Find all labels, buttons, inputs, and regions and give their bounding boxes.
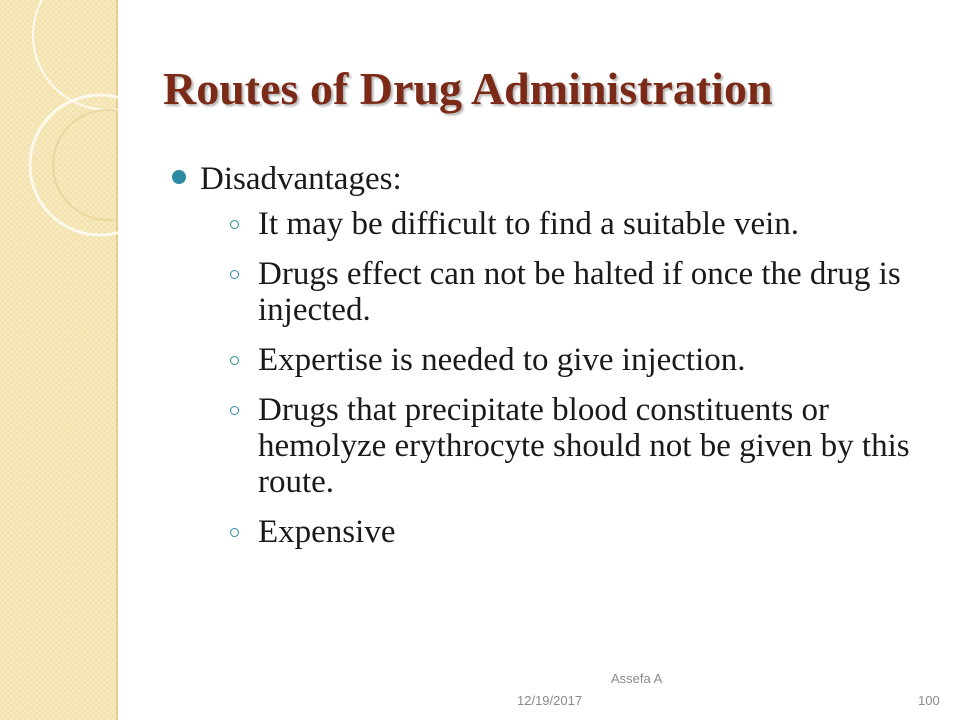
footer-page-number: 100 (918, 693, 940, 708)
bullet-dot-icon (172, 170, 186, 184)
ring-bullet-icon (230, 528, 239, 537)
decorative-circles (0, 0, 118, 720)
ring-bullet-icon (230, 220, 239, 229)
decorative-circle-outer (33, 0, 118, 110)
sub-bullet-text: Expertise is needed to give injection. (258, 342, 746, 378)
sub-bullet-item (228, 392, 910, 500)
slide-title: Routes of Drug Administration (163, 63, 773, 114)
sub-bullet-item (228, 256, 910, 328)
sub-bullet-text: Drugs effect can not be halted if once the drug is injected. (258, 256, 901, 328)
ring-bullet-icon (230, 270, 239, 279)
sub-bullet-text: Expensive (258, 514, 396, 550)
sub-bullet-item (228, 206, 910, 242)
bullet-heading-text: Disadvantages: (200, 161, 402, 197)
bullet-disadvantages (170, 160, 910, 550)
sub-bullet-text: Drugs that precipitate blood constituents or hemolyze erythrocyte should not be given by this route. (258, 392, 910, 500)
bullet-list (170, 160, 910, 564)
footer-author: Assefa A (611, 671, 663, 686)
sub-bullet-item (228, 514, 910, 550)
decorative-circle-middle (30, 95, 118, 235)
sub-bullet-text: It may be difficult to find a suitable vein. (258, 206, 800, 242)
ring-bullet-icon (230, 356, 239, 365)
decorative-circle-inner (53, 110, 118, 220)
footer-date: 12/19/2017 (517, 693, 583, 708)
ring-bullet-icon (230, 406, 239, 415)
sub-bullet-list (200, 206, 910, 550)
sub-bullet-item (228, 342, 910, 378)
